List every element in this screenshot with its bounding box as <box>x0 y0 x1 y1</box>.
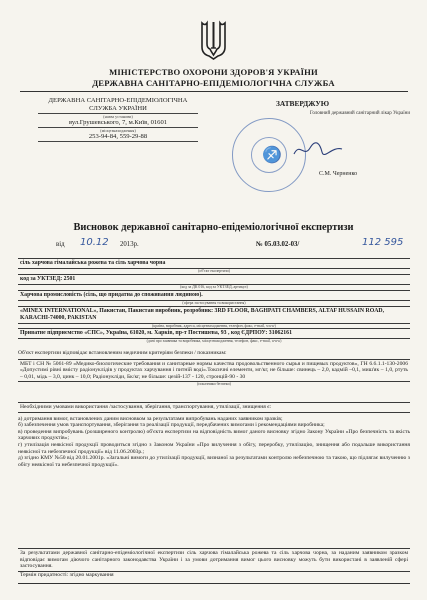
registration-number-prefix: № 05.03.02-03/ <box>256 241 300 248</box>
issuer-phone: 253-94-84, 559-29-88 <box>38 133 198 142</box>
code-caption: (код за ДК 016, код за УКТЗЕД, артикул) <box>180 285 248 289</box>
date-prefix: від <box>56 241 65 248</box>
manufacturer-value: «MINEX INTERNATIONAL», Пакистан, Пакистан виробник, розробник: 3RD FLOOR, BAGHPATI CHAMBERS, ALTAF HUSSAIN ROAD, KARACHI-74000, PAKISTAN <box>18 306 410 324</box>
applicant-field <box>18 328 410 344</box>
industry-caption: (сфера застосування та використання) <box>182 301 246 305</box>
condition-item: д) згідно КМУ №50 від 20.01.2001р. «Загальні вимоги до утилізації продукції, визнаної за результатами контролю небезпечною та такою, що підлягає вилученню з обігу неякісної та небезпечної продукції». <box>18 455 410 468</box>
indicators-heading: Об'єкт експертизи відповідає встановленим медичним критеріям безпеки / показникам: <box>18 350 227 356</box>
issuer-caption: (назва установи) <box>103 114 133 119</box>
conclusion-section <box>18 548 410 578</box>
service-name: ДЕРЖАВНА САНІТАРНО-ЕПІДЕМІОЛОГІЧНА СЛУЖБА <box>92 78 335 88</box>
conditions-heading: Необхідними умовами використання /застосування, зберігання, транспортування, утилізації, знищення є: <box>18 402 410 413</box>
issuer-block <box>18 97 218 142</box>
object-caption: (об'єкт експертизи) <box>198 269 230 273</box>
conclusion-text: За результатами державної санітарно-епідеміологічної експертизи сіль харчова гімалайська рожева та сіль харчова чорна, за наданим заявником зразком відповідає вимогам діючого санітарного законодавства України і за умови дотримання вимог цього висновку можуть бути використані в заявленій сфері застосування. <box>18 548 410 572</box>
date-year: 2013р. <box>120 241 139 248</box>
issuer-address: вул.Грушевського, 7, м.Київ, 01601 <box>38 119 198 128</box>
object-name: сіль харчова гімалайська рожева та сіль харчова чорна <box>18 258 410 269</box>
approve-label: ЗАТВЕРДЖУЮ <box>276 99 330 108</box>
condition-item: а) дотримання вимог, встановлених даним висновком за результатами випробувань наданих заявником зразків; <box>18 415 283 422</box>
handwritten-signature <box>292 140 344 160</box>
issuer-name-line1: ДЕРЖАВНА САНІТАРНО-ЕПІДЕМІОЛОГІЧНА <box>48 97 188 104</box>
approver-name: С.М. Черненко <box>319 171 358 177</box>
industry-field <box>18 290 410 306</box>
approve-role: Головний державний санітарний лікар України <box>309 111 410 116</box>
condition-item: г) утилізація неякісної продукції проводиться згідно з Законом України «Про вилучення з обігу, переробку, утилізацію, знищення або подальше використання неякісної та небезпечної продукції» від 11.06.2003р.; <box>18 441 410 455</box>
condition-item: в) проведення випробувань (розширеного контролю) об'єкта експертизи на відповідність вимог даного висновку згідно Закону України «Про безпечність та якість харчових продуктів»; <box>18 428 410 442</box>
date-handwritten: 10.12 <box>80 237 109 248</box>
code-field <box>18 274 410 290</box>
stamp-trident-icon: ♐ <box>262 147 282 164</box>
manufacturer-caption: (країна, виробник, адреса, місцезнаходження, телефон, факс, e-mail, www) <box>152 324 276 328</box>
condition-item: б) забезпечення умов транспортування, зберігання та реалізації продукції, передбачених вимогами і рекомендаціями виробника; <box>18 422 325 429</box>
indicators-section <box>18 350 410 387</box>
industry-value: Харчова промисловість (сіль, що придатна до споживання людиною). <box>18 290 410 301</box>
code-value: код за УКТЗЕД: 2501 <box>18 274 410 285</box>
document-title: Висновок державної санітарно-епідеміологічної експертизи <box>73 222 354 233</box>
issuer-name-line2: СЛУЖБА УКРАЇНИ <box>38 105 198 114</box>
header-divider <box>20 91 408 92</box>
indicators-caption: (показники безпеки) <box>197 382 231 387</box>
ministry-name: МІНІСТЕРСТВО ОХОРОНИ ЗДОРОВ'Я УКРАЇНИ <box>109 67 318 77</box>
trident-emblem-icon <box>200 20 227 60</box>
validity-text: Термін придатності: згідно маркування <box>20 571 114 578</box>
footer-divider <box>18 583 410 584</box>
applicant-value: Приватне підприємство «СПС», Україна, 61020, м. Харків, пр-т Постишева, 93 , код ЄДРПОУ: 31062161 <box>18 328 410 339</box>
conditions-section <box>18 402 410 468</box>
conditions-list <box>18 416 410 469</box>
date-number-row <box>20 237 410 253</box>
manufacturer-field <box>18 306 410 329</box>
indicators-text: МБТ і СН № 5061-89 «Медико-биологические требования и санитарные нормы качества продовольственного сырья и пищевых продуктов», ГН 6.6.1.1-130-2006 «Допустимі рівні вмісту радіонуклідів у продуктах харчування і питній воді».Токсичні елементи, мг/кг, не більше: свинець – 2,0, кадмій –0,1, миш'як – 1,0, ртуть – 0,01, мідь – 3,0, цинк – 10,0; Радіонукліди, Бк/кг, не більше: цезій-137 - 120, стронцій-90 - 30 <box>18 359 410 383</box>
issuer-address-caption: (місцезнаходження) <box>100 128 136 133</box>
object-field <box>18 258 410 274</box>
registration-number-handwritten: 112 595 <box>362 237 404 248</box>
applicant-caption: (дані про заявника та виробника, місцезнаходження, телефон, факс, e-mail, www) <box>146 339 282 343</box>
